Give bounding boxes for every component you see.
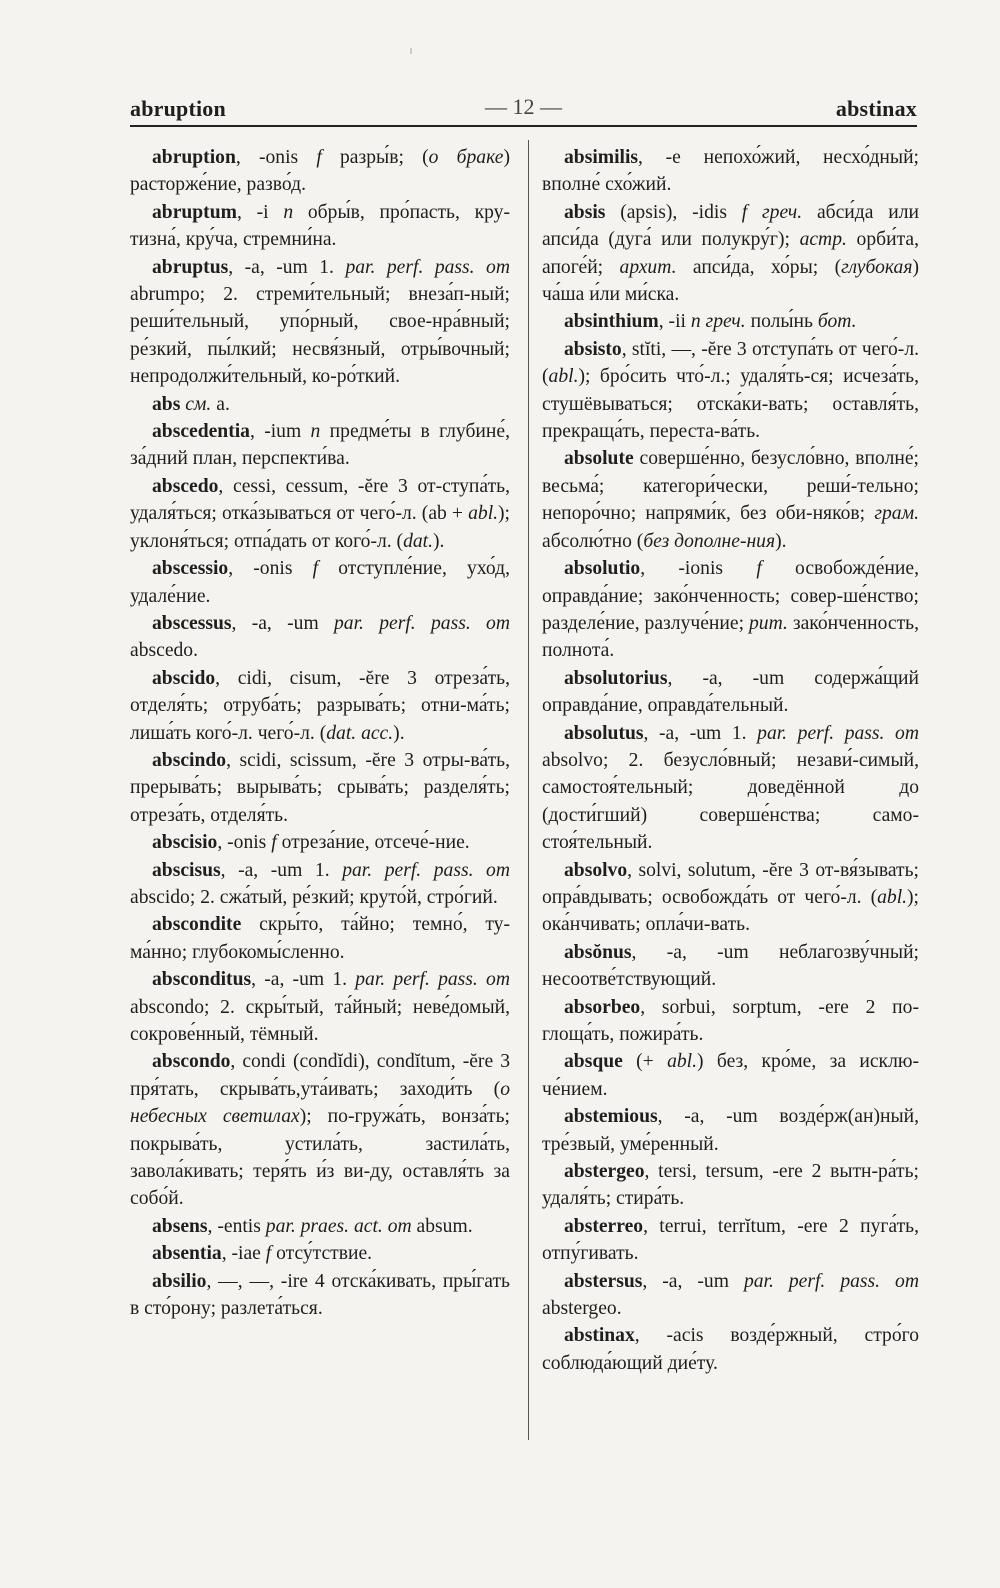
headword: abstergeo — [564, 1161, 645, 1183]
definition-text: abscondo; 2. скры́тый, та́йный; неве́домый, сокрове́нный, тёмный. — [130, 996, 510, 1045]
dictionary-entry — [130, 665, 510, 747]
definition-text: , stĭti, —, -ĕre 3 отступа́ть от чего́-л. ( — [542, 338, 919, 388]
definition-text: , tersi, tersum, -ere 2 вытн-ра́ть; удаля́ть; стира́ть. — [542, 1161, 919, 1210]
dictionary-entry — [542, 336, 919, 446]
definition-text: орби́та, апоге́й; — [542, 229, 919, 278]
grammar-note: dat. — [403, 530, 434, 552]
definition-text: полы́нь — [745, 311, 818, 333]
definition-text: abscido; 2. сжа́тый, ре́зкий; круто́й, стро́гий. — [130, 886, 498, 908]
dictionary-entry — [130, 1048, 510, 1212]
definition-text: ). — [433, 530, 445, 552]
headword: abs — [152, 393, 181, 415]
definition-text: ); уклоня́ться; отпа́дать от кого́-л. ( — [130, 503, 510, 552]
definition-text: , —, —, -ire 4 отска́кивать, пры́гать в сто́рону; разлета́ться. — [130, 1270, 510, 1320]
running-head-first-word: abruption — [130, 96, 226, 121]
definition-text: отреза́ние, отсече́-ние. — [276, 832, 470, 854]
scan-speck — [410, 48, 412, 54]
definition-text: , solvi, solutum, -ĕre 3 от-вя́зывать; опра́вдывать; освобожда́ть от чего́-л. ( — [542, 859, 919, 908]
dictionary-entry — [130, 829, 510, 856]
definition-text: , -a, -um содержа́щий оправда́ние, оправда́тельный. — [542, 667, 919, 717]
definition-text: предме́ты в глубине́, за́дний план, перспекти́ва. — [130, 421, 510, 470]
dictionary-entry — [542, 144, 919, 199]
grammar-note: f греч. — [741, 201, 803, 223]
headword: abscisio — [152, 832, 218, 854]
definition-text: , condi (condĭdi), condĭtum, -ĕre 3 пря́тать, скрыва́ть,ута́ивать; заходи́ть ( — [130, 1051, 510, 1100]
grammar-note: n — [283, 201, 294, 223]
definition-text: ); ока́нчивать; опла́чи-вать. — [542, 886, 919, 936]
dictionary-entry — [130, 199, 510, 254]
definition-text: , -e непохо́жий, несхо́дный; вполне́ схо́жий. — [542, 147, 919, 196]
grammar-note: abl. — [877, 886, 908, 908]
dictionary-entry — [130, 1268, 510, 1323]
grammar-note: par. perf. pass. от — [757, 722, 919, 744]
grammar-note: архит. — [619, 256, 677, 278]
running-head — [130, 92, 917, 126]
grammar-note: par. perf. pass. от — [334, 612, 511, 634]
headword: absinthium — [564, 311, 659, 333]
definition-text: апси́да, хо́ры; ( — [676, 256, 842, 278]
headword: absisto — [564, 338, 622, 360]
headword: abscedo — [152, 475, 219, 497]
headword: abscessio — [152, 558, 229, 580]
headword: abruptus — [152, 256, 229, 278]
definition-text: abscedo. — [130, 640, 199, 662]
definition-text: , -ionis — [640, 558, 757, 580]
definition-text: a. — [211, 393, 230, 415]
headword: abstinax — [564, 1325, 635, 1347]
dictionary-entry — [130, 555, 510, 610]
definition-text: освобожде́ние, оправда́ние; зако́нченность; совер-ше́нство; разделе́ние, разлуче́ние; — [542, 558, 920, 634]
headword: abscisus — [152, 859, 221, 881]
definition-text: abrumpo; 2. стреми́тельный; внеза́п-ный; реши́тельный, упо́рный, свое-нра́вный; ре́зкий, пы́лкий; несвя́зный, отры́вочный; непродолжи́тельный, ко-ро́ткий. — [130, 284, 510, 388]
definition-text: отступле́ние, ухо́д, удале́ние. — [130, 558, 510, 607]
headword: abscido — [152, 667, 216, 689]
definition-text: , -ium — [249, 421, 311, 443]
headword: absens — [152, 1215, 208, 1237]
dictionary-entry — [542, 555, 919, 665]
dictionary-entry — [130, 391, 510, 418]
definition-text: , -a, -um — [642, 1270, 744, 1292]
definition-text: , -a, -um 1. — [251, 969, 356, 991]
headword: absimilis — [564, 147, 639, 168]
definition-text: , terrui, terrĭtum, -ere 2 пуга́ть, отпу́гивать. — [542, 1215, 919, 1265]
dictionary-entry — [130, 610, 510, 665]
grammar-note: n греч. — [690, 311, 746, 333]
headword: absolutorius — [564, 667, 668, 689]
dictionary-entry — [542, 939, 919, 994]
definition-text: разры́в; ( — [321, 147, 429, 168]
grammar-note: n — [310, 421, 321, 443]
headword: abstersus — [564, 1270, 643, 1292]
dictionary-entry — [542, 720, 919, 857]
definition-text: ) без, кро́ме, за исклю-че́нием. — [542, 1051, 920, 1100]
definition-text: absolvo; 2. безусло́вный; незави́-симый, самостоя́тельный; доведённой до (дости́гший) соверше́нства; само-стоя́тельный. — [542, 749, 919, 854]
left-column — [130, 144, 510, 1322]
headword: absolutus — [564, 722, 644, 744]
definition-text: , -onis — [217, 832, 272, 854]
grammar-note: abl. — [548, 366, 579, 388]
grammar-note: см. — [185, 393, 212, 415]
dictionary-entry — [542, 445, 919, 555]
definition-text: , -a, -um — [231, 612, 334, 634]
definition-text: ). — [393, 722, 405, 744]
definition-text: , cessi, cessum, -ĕre 3 от-ступа́ть, удаля́ться; отка́зываться от чего́-л. (ab + — [130, 475, 510, 525]
grammar-note: abl. — [468, 503, 499, 525]
dictionary-entry — [130, 1240, 510, 1267]
dictionary-entry — [130, 857, 510, 912]
column-divider — [528, 140, 529, 1440]
grammar-note: dat. acc. — [326, 722, 394, 744]
grammar-note: abl. — [667, 1051, 698, 1073]
headword: absterreo — [564, 1215, 644, 1237]
dictionary-entry — [542, 1103, 919, 1158]
definition-text: (+ — [622, 1051, 668, 1073]
grammar-note: без дополне-ния — [643, 530, 776, 552]
headword: absolvo — [564, 859, 628, 881]
definition-text: , -a, -um возде́рж(ан)ный, тре́звый, уме́ренный. — [542, 1106, 919, 1155]
headword: absolute — [564, 448, 634, 470]
definition-text: , -a, -um 1. — [643, 722, 758, 744]
definition-text: (apsis), -idis — [605, 201, 742, 223]
grammar-note: par. perf. pass. от — [355, 969, 510, 991]
definition-text: скры́то, та́йно; темно́, ту-ма́нно; глубокомы́сленно. — [130, 914, 510, 963]
dictionary-entry — [130, 254, 510, 391]
definition-text: , -i — [236, 201, 284, 223]
headword: absŏnus — [564, 941, 632, 963]
grammar-note: par. perf. pass. от — [345, 256, 510, 278]
definition-text: ) расторже́ние, разво́д. — [130, 147, 510, 196]
grammar-note: астр. — [799, 229, 847, 251]
headword: abscindo — [152, 749, 227, 771]
headword: abscessus — [152, 612, 232, 634]
definition-text: абси́да или апси́да (дуга́ или полукру́г); — [542, 201, 920, 251]
headword: abscondite — [152, 914, 242, 936]
grammar-note: f — [312, 558, 319, 580]
dictionary-entry — [542, 1158, 919, 1213]
headword: abruptum — [152, 201, 237, 223]
grammar-note: грам. — [874, 503, 919, 525]
definition-text: , cidi, cisum, -ĕre 3 отреза́ть, отделя́ть; отруба́ть; разрыва́ть; отни-ма́ть; лиша́ть кого́-л. чего́-л. ( — [130, 667, 510, 744]
grammar-note: f — [265, 1243, 272, 1265]
grammar-note: о небесных светилах — [130, 1078, 510, 1128]
dictionary-entry — [542, 1213, 919, 1268]
running-head-last-word: abstinax — [835, 96, 917, 121]
dictionary-entry — [130, 966, 510, 1048]
headword: absque — [564, 1051, 623, 1073]
dictionary-entry — [542, 308, 919, 335]
dictionary-entry — [130, 747, 510, 829]
dictionary-entry — [542, 1048, 919, 1103]
grammar-note: о браке — [428, 147, 504, 168]
headword: absis — [564, 201, 606, 223]
definition-text: , -entis — [207, 1215, 266, 1237]
right-column — [542, 144, 919, 1377]
dictionary-entry — [542, 994, 919, 1049]
definition-text: , -onis — [235, 147, 317, 168]
grammar-note: рит. — [749, 612, 788, 634]
headword: absilio — [152, 1270, 207, 1292]
definition-text: соверше́нно, безусло́вно, вполне́; весьма́; категори́чески, реши́-тельно; непоро́чно; напрями́к, без оби-няко́в; — [542, 448, 919, 525]
headword: absolutio — [564, 558, 641, 580]
headword: absorbeo — [564, 996, 641, 1018]
headword: abscondo — [152, 1051, 231, 1073]
definition-text: , -a, -um 1. — [220, 859, 343, 881]
headword: absentia — [152, 1243, 222, 1265]
grammar-note: f — [271, 832, 277, 854]
definition-text: , -a, -um 1. — [228, 256, 346, 278]
dictionary-entry — [542, 1268, 919, 1323]
headword: absconditus — [152, 969, 252, 991]
dictionary-entry — [130, 1213, 510, 1240]
dictionary-entry — [542, 199, 919, 309]
headword: abscedentia — [152, 421, 250, 443]
dictionary-entry — [130, 418, 510, 473]
definition-text: , -onis — [228, 558, 313, 580]
definition-text: ). — [775, 530, 787, 552]
dictionary-entry — [130, 144, 510, 199]
grammar-note: par. perf. pass. от — [342, 859, 511, 881]
definition-text: , sorbui, sorptum, -ere 2 по-глоща́ть, пожира́ть. — [542, 996, 919, 1045]
definition-text: , -ii — [658, 311, 691, 333]
headword: abstemious — [564, 1106, 658, 1128]
grammar-note: par. perf. pass. от — [743, 1270, 919, 1292]
dictionary-entry — [130, 911, 510, 966]
definition-text: зако́нченность, полнота́. — [542, 612, 920, 662]
definition-text: ) ча́ша и́ли ми́ска. — [542, 256, 919, 306]
definition-text: ); по-гружа́ть, вонза́ть; покрыва́ть, устила́ть, застила́ть, завола́кивать; теря́ть и́з ви-ду, оставля́ть за собо́й. — [130, 1106, 510, 1210]
definition-text: , -acis возде́ржный, стро́го соблюда́ющий дие́ту. — [542, 1325, 919, 1374]
definition-text: ); бро́сить что́-л.; удаля́ть-ся; исчеза́ть, стушёвываться; отска́ки-вать; оставля́ть, прекраща́ть, переста-ва́ть. — [542, 366, 919, 443]
grammar-note: f — [756, 558, 762, 580]
definition-text: , -iae — [221, 1243, 266, 1265]
dictionary-entry — [542, 857, 919, 939]
definition-text: , -a, -um неблагозву́чный; несоотве́тствующий. — [542, 941, 919, 991]
grammar-note: par. praes. act. от — [265, 1215, 412, 1237]
grammar-note: глубокая — [841, 256, 913, 278]
definition-text: отсу́тствие. — [271, 1243, 373, 1265]
grammar-note: f — [316, 147, 322, 168]
definition-text: absum. — [411, 1215, 473, 1237]
page-number: — 12 — — [485, 94, 562, 119]
definition-text: абсолю́тно ( — [542, 530, 644, 552]
dictionary-entry — [130, 473, 510, 555]
headword: abruption — [152, 147, 236, 168]
definition-text: , scidi, scissum, -ĕre 3 отры-ва́ть, прерыва́ть; вырыва́ть; срыва́ть; разделя́ть; отреза́ть, отделя́ть. — [130, 749, 510, 826]
grammar-note: бот. — [817, 311, 857, 333]
header-rule — [130, 125, 917, 127]
dictionary-entry — [542, 665, 919, 720]
definition-text: abstergeo. — [542, 1298, 622, 1320]
definition-text: обры́в, про́пасть, кру-тизна́, кру́ча, стремни́на. — [130, 201, 511, 251]
dictionary-entry — [542, 1322, 919, 1377]
